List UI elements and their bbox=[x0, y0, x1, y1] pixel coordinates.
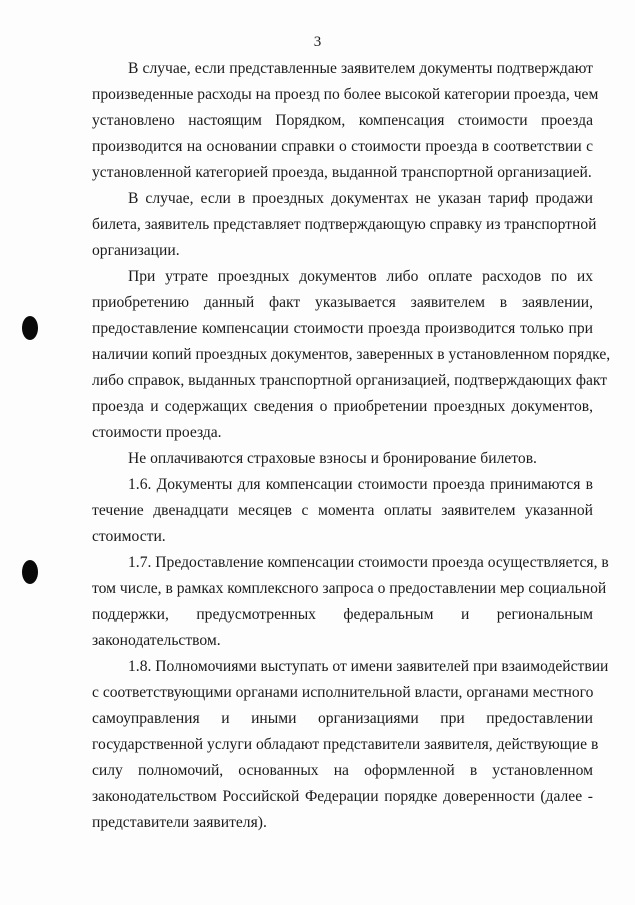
paragraph-line: производится на основании справки о стоимости проезда в соответствии с bbox=[92, 138, 593, 155]
paragraph-line: установленной категорией проезда, выданной транспортной организацией. bbox=[92, 164, 592, 181]
paragraph-line: законодательством Российской Федерации порядке доверенности (далее - bbox=[92, 788, 593, 805]
paragraph bbox=[92, 186, 597, 264]
paragraph-line: 1.6. Документы для компенсации стоимости проезда принимаются в bbox=[128, 476, 593, 493]
paragraph-line: 1.8. Полномочиями выступать от имени заявителей при взаимодействии bbox=[128, 658, 609, 675]
paragraph-line: организации. bbox=[92, 242, 180, 259]
paragraph-line: В случае, если представленные заявителем документы подтверждают bbox=[128, 60, 593, 77]
document-body bbox=[92, 56, 611, 836]
paragraph-line: с соответствующими органами исполнительной власти, органами местного bbox=[92, 684, 594, 701]
paragraph-line: билета, заявитель представляет подтверждающую справку из транспортной bbox=[92, 216, 597, 233]
paragraph-line: наличии копий проездных документов, заверенных в установленном порядке, bbox=[92, 346, 611, 363]
paragraph-line: поддержки, предусмотренных федеральным и региональным bbox=[92, 606, 593, 623]
paragraph bbox=[92, 56, 599, 186]
paragraph bbox=[92, 264, 611, 446]
paragraph-line: проезда и содержащих сведения о приобретении проездных документов, bbox=[92, 398, 593, 415]
paragraph-line: государственной услуги обладают представители заявителя, действующие в bbox=[92, 736, 599, 753]
paragraph-line: законодательством. bbox=[92, 632, 221, 649]
paragraph bbox=[92, 446, 593, 472]
paragraph-line: том числе, в рамках комплексного запроса о предоставлении мер социальной bbox=[92, 580, 607, 597]
paragraph-line: приобретению данный факт указывается заявителем в заявлении, bbox=[92, 294, 593, 311]
paragraph-line: стоимости. bbox=[92, 528, 166, 545]
punch-hole-mark bbox=[22, 560, 38, 584]
paragraph-line: 1.7. Предоставление компенсации стоимости проезда осуществляется, в bbox=[128, 554, 609, 571]
paragraph-line: силу полномочий, основанных на оформленной в установленном bbox=[92, 762, 593, 779]
paragraph-line: Не оплачиваются страховые взносы и бронирование билетов. bbox=[128, 450, 537, 467]
paragraph-line: стоимости проезда. bbox=[92, 424, 222, 441]
paragraph bbox=[92, 472, 593, 550]
paragraph-line: предоставление компенсации стоимости проезда производится только при bbox=[92, 320, 593, 337]
paragraph-line: течение двенадцати месяцев с момента оплаты заявителем указанной bbox=[92, 502, 593, 519]
paragraph-line: представители заявителя). bbox=[92, 814, 267, 831]
paragraph bbox=[92, 550, 609, 654]
paragraph-line: самоуправления и иными организациями при предоставлении bbox=[92, 710, 593, 727]
page-number: 3 bbox=[313, 34, 322, 50]
punch-hole-mark bbox=[22, 316, 38, 340]
paragraph-line: произведенные расходы на проезд по более высокой категории проезда, чем bbox=[92, 86, 599, 103]
paragraph-line: либо справок, выданных транспортной организацией, подтверждающих факт bbox=[92, 372, 608, 389]
paragraph bbox=[92, 654, 609, 836]
paragraph-line: установлено настоящим Порядком, компенсация стоимости проезда bbox=[92, 112, 593, 129]
paragraph-line: При утрате проездных документов либо оплате расходов по их bbox=[128, 268, 593, 285]
paragraph-line: В случае, если в проездных документах не указан тариф продажи bbox=[128, 190, 593, 207]
